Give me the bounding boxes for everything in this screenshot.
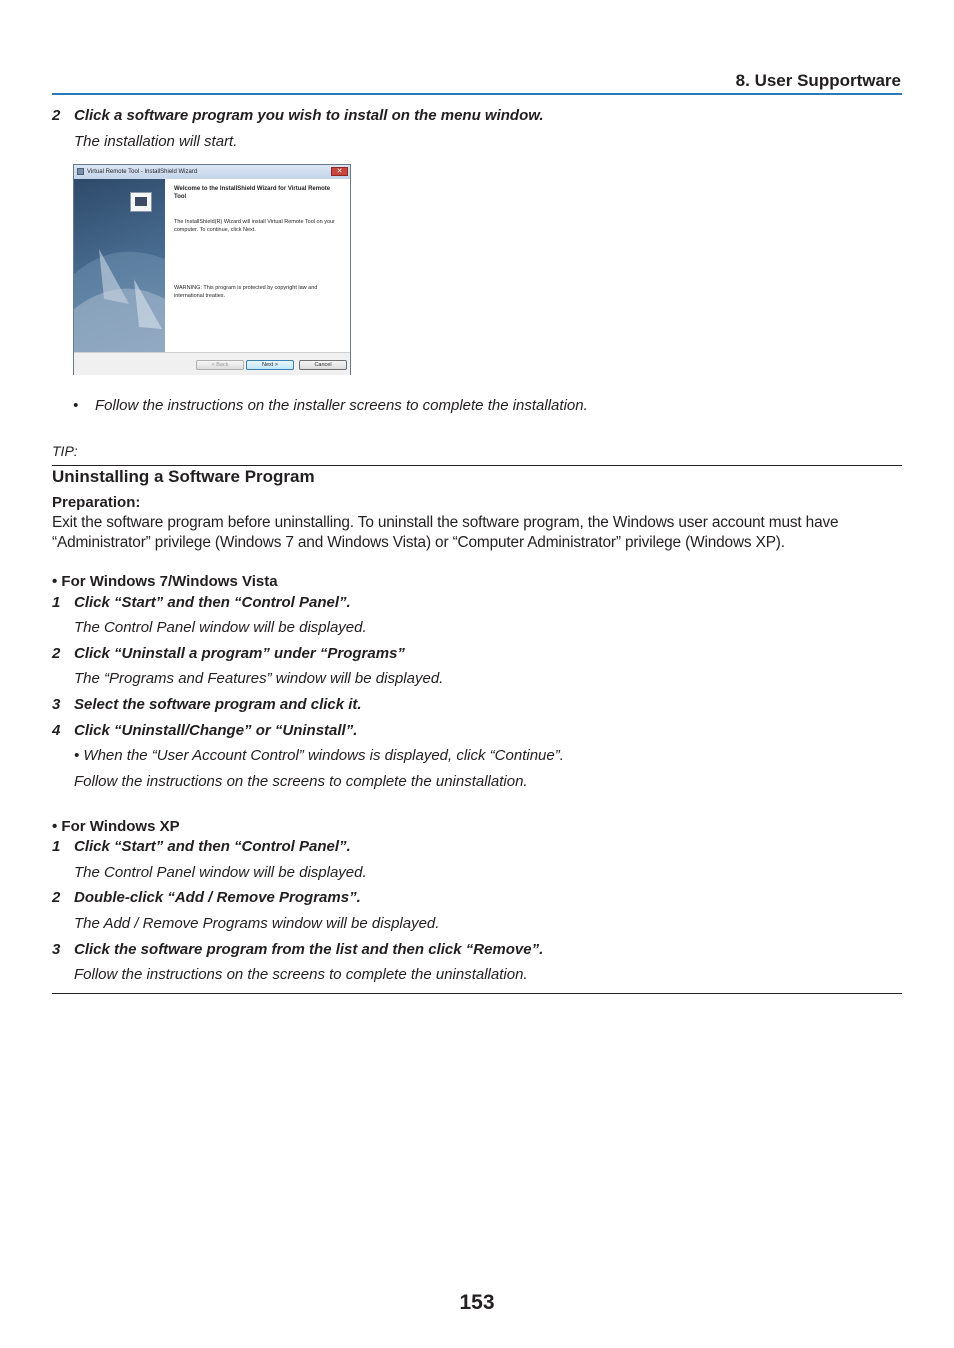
step-number: 1 [52,838,61,855]
win7-note: Follow the instructions on the screens to complete the uninstallation. [74,773,528,790]
step-number: 2 [52,107,61,124]
page-number: 153 [459,1291,495,1314]
installer-title-bar [74,165,350,179]
winxp-note: The Add / Remove Programs window will be displayed. [74,915,440,932]
winxp-step: Click “Start” and then “Control Panel”. [74,838,351,855]
installer-heading: Welcome to the InstallShield Wizard for Virtual Remote Tool [174,186,331,200]
section-header: 8. User Supportware [735,71,901,90]
installer-banner [74,179,165,352]
step-number: 2 [52,889,61,906]
win7-step: Click “Uninstall a program” under “Programs” [74,645,405,662]
header-rule [52,93,902,95]
winxp-step: Double-click “Add / Remove Programs”. [74,889,361,906]
installer-title: Virtual Remote Tool - InstallShield Wizard [87,169,198,175]
win7-note: • When the “User Account Control” windows is displayed, click “Continue”. [74,747,564,764]
install-step-note: The installation will start. [74,133,238,150]
step-number: 3 [52,696,61,713]
close-icon[interactable]: ✕ [331,167,348,176]
preparation-label: Preparation: [52,494,141,511]
cancel-button[interactable]: Cancel [299,360,347,370]
installer-app-icon [77,168,84,175]
install-step: Click a software program you wish to install on the menu window. [74,107,544,124]
back-button[interactable]: < Back [196,360,244,370]
installer-logo-icon [130,192,152,212]
tip-label: TIP: [52,443,78,459]
tip-heading: Uninstalling a Software Program [52,467,315,486]
installer-warning: WARNING: This program is protected by copyright law and international treaties. [174,285,318,299]
step-number: 3 [52,941,61,958]
step-number: 2 [52,645,61,662]
win7-step: Click “Start” and then “Control Panel”. [74,594,351,611]
step-number: 4 [52,722,61,739]
win7-heading: • For Windows 7/Windows Vista [52,573,278,590]
winxp-note: Follow the instructions on the screens to complete the uninstallation. [74,966,528,983]
bullet-mark: • [73,397,79,414]
win7-step: Select the software program and click it. [74,696,362,713]
next-button[interactable]: Next > [246,360,294,370]
bullet-text: Follow the instructions on the installer screens to complete the installation. [95,397,588,414]
winxp-heading: • For Windows XP [52,818,180,835]
winxp-note: The Control Panel window will be displayed. [74,864,367,881]
tip-bottom-rule [52,993,902,994]
installer-window [73,164,351,375]
installer-footer [74,352,350,375]
winxp-step: Click the software program from the list and then click “Remove”. [74,941,544,958]
win7-note: The Control Panel window will be displayed. [74,619,367,636]
tip-top-rule [52,465,902,466]
step-number: 1 [52,594,61,611]
preparation-text: Exit the software program before uninstalling. To uninstall the software program, the Windows user account must have “Administrator” privilege (Windows 7 and Windows Vista) or “Computer Administrator” privilege (Windows XP). [52,514,839,551]
installer-body: The InstallShield(R) Wizard will install Virtual Remote Tool on your computer. To continue, click Next. [174,219,335,233]
win7-step: Click “Uninstall/Change” or “Uninstall”. [74,722,358,739]
win7-note: The “Programs and Features” window will be displayed. [74,670,444,687]
installer-content [165,179,350,352]
